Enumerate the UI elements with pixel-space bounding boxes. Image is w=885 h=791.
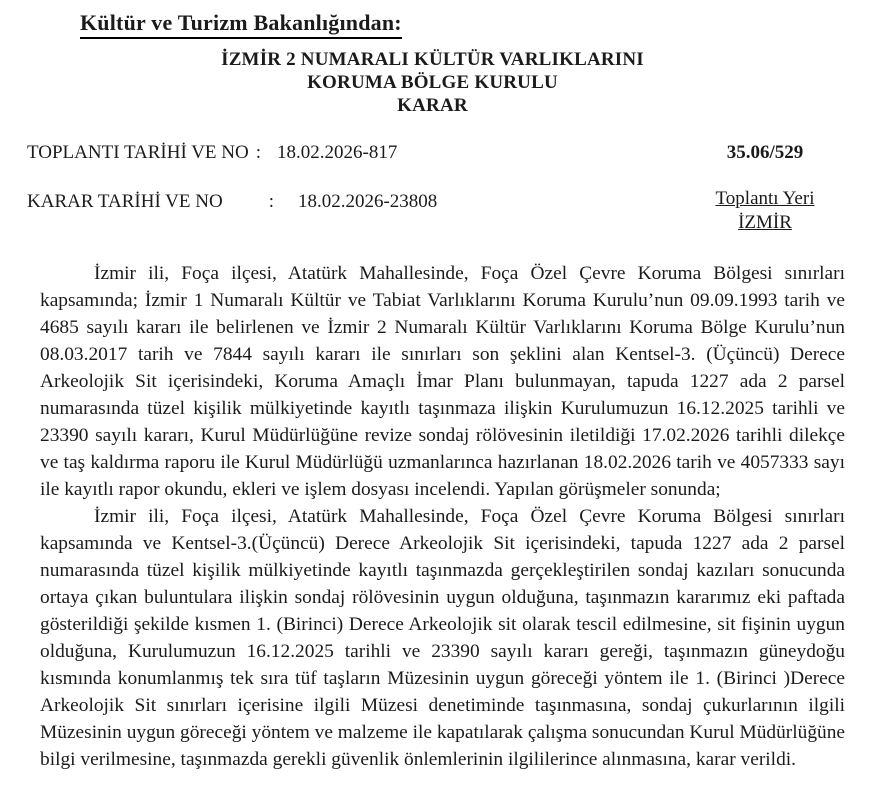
file-number-block	[685, 142, 845, 164]
decision-title	[0, 48, 885, 117]
meeting-date-row	[27, 142, 845, 164]
decision-title-line-1: İZMİR 2 NUMARALI KÜLTÜR VARLIKLARINI	[221, 49, 644, 70]
ministry-heading-text: Kültür ve Turizm Bakanlığından:	[80, 10, 402, 39]
meeting-place-block	[685, 187, 845, 235]
meeting-place-city: İZMİR	[738, 212, 792, 233]
decision-date-line	[27, 191, 437, 213]
decision-date-colon: :	[268, 191, 274, 212]
file-number: 35.06/529	[726, 142, 804, 163]
meeting-place-label: Toplantı Yeri	[715, 188, 815, 209]
decision-paragraph-1: İzmir ili, Foça ilçesi, Atatürk Mahallesinde, Foça Özel Çevre Koruma Bölgesi sınırları kapsamında; İzmir 1 Numaralı Kültür ve Tabiat Varlıklarını Koruma Kurulu’nun 09.09.1993 tarih ve 4685 sayılı kararı ile belirlenen ve İzmir 2 Numaralı Kültür Varlıklarını Koruma Bölge Kurulu’nun 08.03.2017 tarih ve 7844 sayılı kararı ile sınırları son şeklini alan Kentsel-3. (Üçüncü) Derece Arkeolojik Sit içerisindeki, Koruma Amaçlı İmar Planı bulunmayan, tapuda 1227 ada 2 parsel numarasında tüzel kişilik mülkiyetinde kayıtlı taşınmaza ilişkin Kurulumuzun 16.12.2025 tarihli ve 23390 sayılı kararı, Kurul Müdürlüğüne revize sondaj rölövesinin iletildiği 17.02.2026 tarihli dilekçe ve taş kaldırma raporu ile Kurul Müdürlüğü uzmanlarınca hazırlanan 18.02.2026 tarih ve 4057333 sayı ile kayıtlı rapor okundu, ekleri ve işlem dosyası incelendi. Yapılan görüşmeler sonunda;	[40, 263, 845, 500]
decision-date-label: KARAR TARİHİ VE NO	[27, 191, 223, 212]
decision-date-row	[27, 188, 845, 235]
meeting-date-colon: :	[255, 142, 262, 163]
ministry-heading	[80, 0, 885, 39]
meeting-date-line	[27, 142, 397, 164]
decision-body	[40, 260, 845, 773]
meeting-date-value: 18.02.2026-817	[277, 142, 398, 163]
meeting-date-label: TOPLANTI TARİHİ VE NO	[27, 142, 249, 163]
decision-title-line-2: KORUMA BÖLGE KURULU	[307, 72, 558, 93]
decision-date-value: 18.02.2026-23808	[297, 191, 438, 212]
decision-paragraph-2: İzmir ili, Foça ilçesi, Atatürk Mahallesinde, Foça Özel Çevre Koruma Bölgesi sınırları kapsamında ve Kentsel-3.(Üçüncü) Derece Arkeolojik Sit içerisindeki, tapuda 1227 ada 2 parsel numarasında tüzel kişilik mülkiyetinde kayıtlı taşınmazda gerçekleştirilen sondaj kazıları sonucunda ortaya çıkan buluntulara ilişkin sondaj rölövesinin uygun olduğuna, taşınmazın kararımız eki paftada gösterildiği şekilde kısmen 1. (Birinci) Derece Arkeolojik sit olarak tescil edilmesine, sit fişinin uygun olduğuna, Kurulumuzun 16.12.2025 tarihli ve 23390 sayılı kararı gereği, taşınmazın güneydoğu kısmında konumlanmış tek sıra tüf taşların Müzesinin uygun göreceği yöntem ile 1. (Birinci )Derece Arkeolojik Sit sınırları içerisine ilgili Müzesi denetiminde taşınmasına, sondaj çukurlarının ilgili Müzesinin uygun göreceği yöntem ve malzeme ile kapatılarak çalışma sonucundan Kurul Müdürlüğüne bilgi verilmesine, taşınmazda gerekli güvenlik önlemlerinin ilgililerince alınmasına, karar verildi.	[40, 506, 846, 770]
decision-title-line-3: KARAR	[397, 95, 468, 116]
